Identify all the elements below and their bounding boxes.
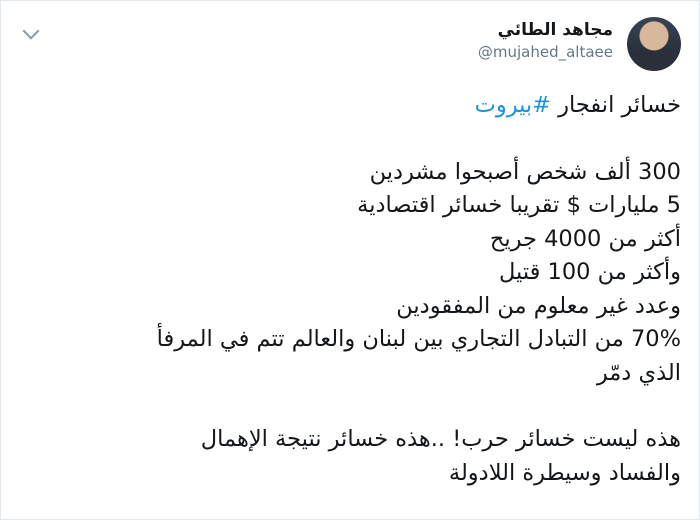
tweet-line: 70% من التبادل التجاري بين لبنان والعالم تتم في المرفأ	[156, 326, 681, 352]
tweet-line: أكثر من 4000 جريح	[489, 225, 681, 252]
tweet-line: وعدد غير معلوم من المفقودين	[396, 292, 681, 319]
tweet-closing-line: هذه ليست خسائر حرب! ..هذه خسائر نتيجة الإهمال	[200, 426, 681, 452]
tweet-closing-line: والفساد وسيطرة اللادولة	[448, 459, 681, 486]
line-gap	[19, 390, 681, 423]
author-display-name[interactable]: مجاهد الطائي	[497, 20, 613, 40]
line-gap	[19, 123, 681, 156]
tweet-header	[15, 13, 685, 77]
author-handle[interactable]: @mujahed_altaee	[477, 43, 613, 61]
tweet-line: وأكثر من 100 قتيل	[498, 259, 681, 285]
tweet-title-text: خسائر انفجار	[551, 92, 681, 118]
tweet-text	[19, 89, 681, 490]
tweet-line: 300 ألف شخص أصبحوا مشردين	[369, 158, 681, 185]
tweet-line: الذي دمّر	[596, 359, 681, 386]
avatar[interactable]	[627, 17, 681, 71]
chevron-down-icon[interactable]	[23, 23, 40, 40]
author-info[interactable]	[478, 19, 613, 63]
hashtag-link[interactable]: #بيروت	[474, 92, 552, 118]
tweet-line: 5 مليارات $ تقريبا خسائر اقتصادية	[357, 192, 681, 218]
tweet-title-line	[19, 89, 681, 123]
